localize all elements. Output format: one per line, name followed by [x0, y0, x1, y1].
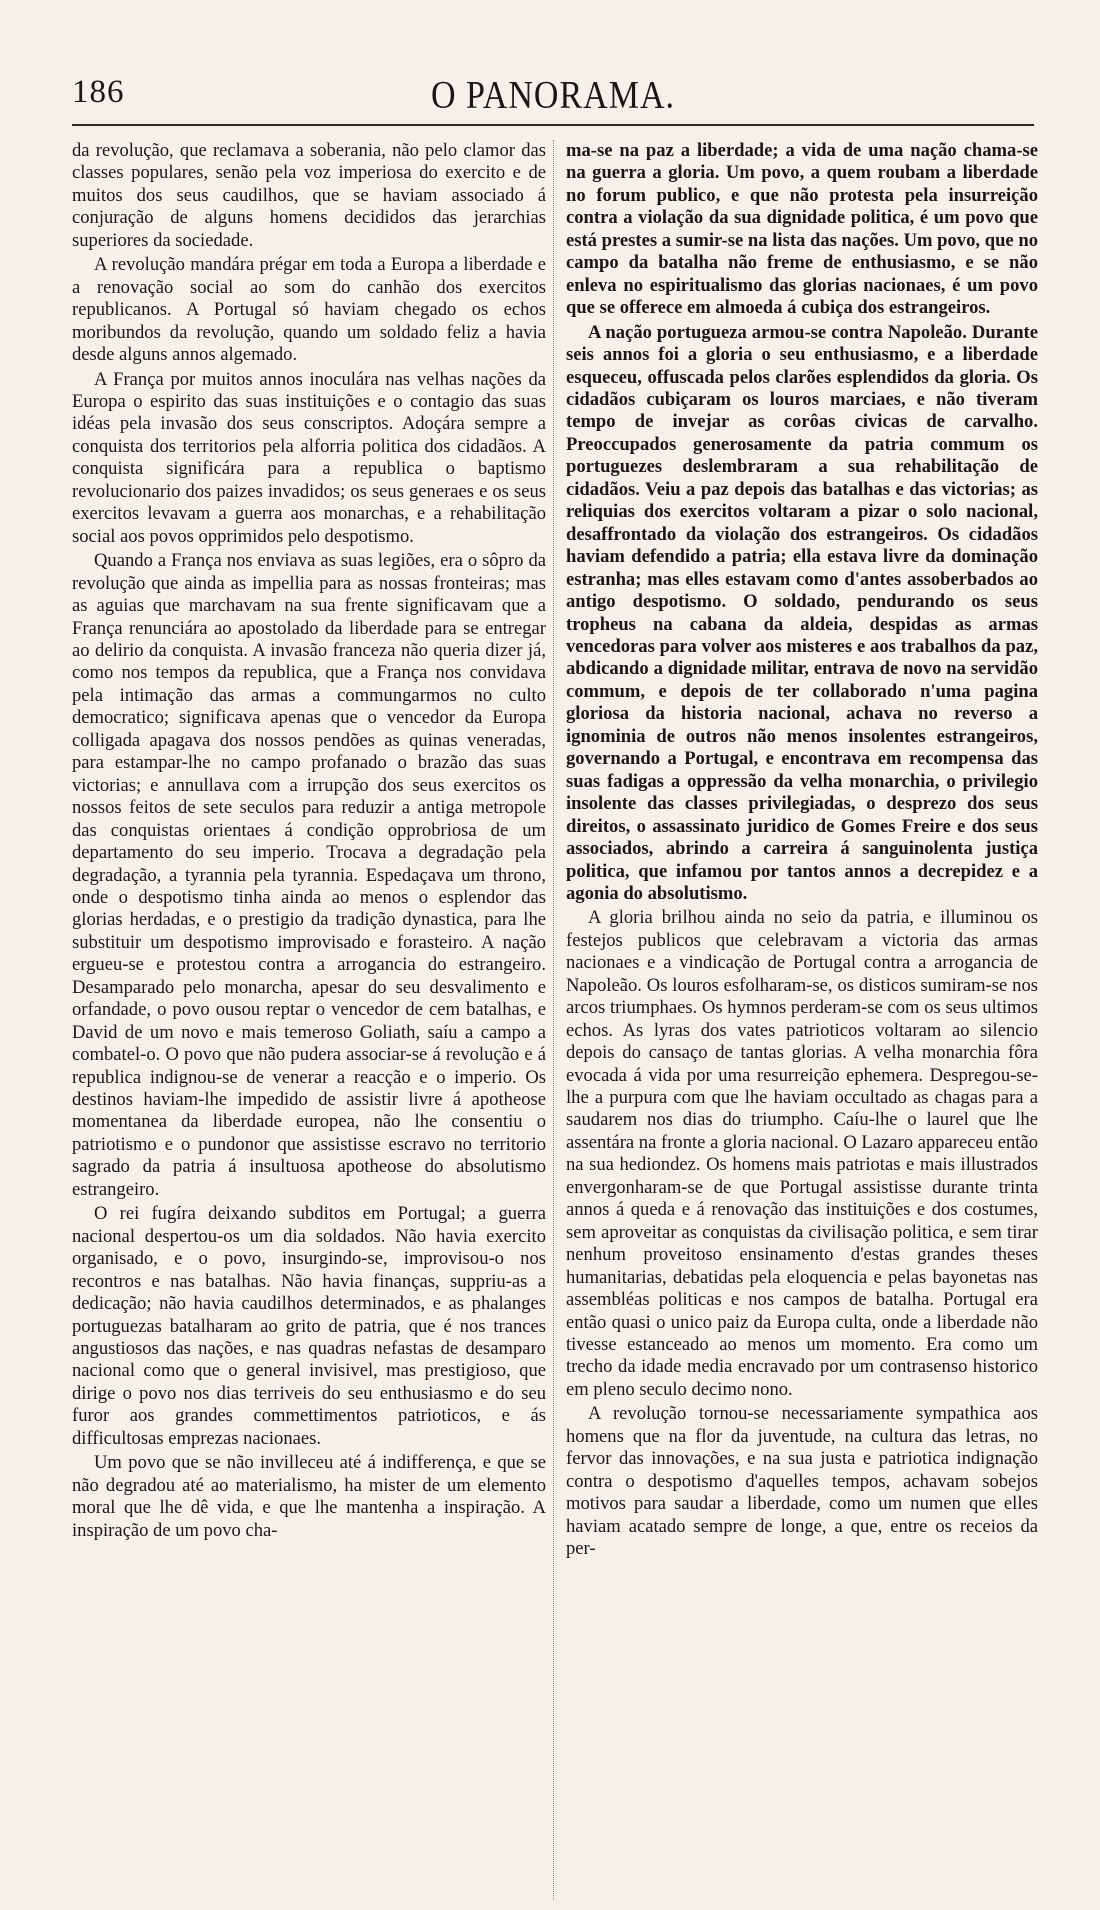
- page-header: [72, 74, 1034, 130]
- paragraph: A nação portugueza armou-se contra Napoleão. Durante seis annos foi a gloria o seu enthusiasmo, e a liberdade esqueceu, offuscada pelos clarões esplendidos da gloria. Os cidadãos cubiçaram os louros marciaes, e não tiveram tempo de invejar as corôas civicas de carvalho. Preoccupados generosamente da patria commum os portuguezes deslembraram a sua rehabilitação de cidadãos. Veiu a paz depois das batalhas e das victorias; as reliquias dos exercitos voltaram a pizar o solo nacional, desaffrontado da violação dos estrangeiros. Os cidadãos haviam defendido a patria; ella estava livre da dominação estranha; mas elles estavam como d'antes assoberbados ao antigo despotismo. O soldado, pendurando os seus tropheus na cabana da aldeia, despidas as armas vencedoras para volver aos misteres e aos trabalhos da paz, abdicando a dignidade militar, entrava de novo na servidão commum, e depois de ter collaborado n'uma pagina gloriosa da historia nacional, achava no reverso a ignominia de outros não menos insolentes estrangeiros, governando a Portugal, e encontrava em recompensa das suas fadigas a oppressão da velha monarchia, o privilegio insolente das classes privilegiadas, o desprezo dos seus direitos, o assassinato juridico de Gomes Freire e dos seus associados, abrindo a carreira á sanguinolenta justiça politica, que infamou por tantos annos a decrepidez e a agonia do absolutismo.: [566, 321, 1038, 904]
- paragraph: A gloria brilhou ainda no seio da patria, e illuminou os festejos publicos que celebravam a victoria das armas nacionaes e a vindicação de Portugal contra a arrogancia de Napoleão. Os louros esfolharam-se, os disticos sumiram-se nos arcos triumphaes. Os hymnos perderam-se com os seus ultimos echos. As lyras dos vates patrioticos voltaram ao silencio depois do cansaço de tantas glorias. A velha monarchia fôra evocada á vida por uma resurreição ephemera. Despregou-se-lhe a purpura com que lhe haviam occultado as chagas para a saudarem nos dias do triumpho. Caíu-lhe o laurel que lhe assentára na fronte a gloria nacional. O Lazaro appareceu então na sua hediondez. Os homens mais patriotas e mais illustrados envergonharam-se de que Portugal assistisse durante trinta annos á queda e á renovação das instituições e dos costumes, sem aproveitar as conquistas da civilisação politica, e sem tirar nenhum proveitoso ensinamento d'estas grandes theses humanitarias, debatidas pela eloquencia e pelas bayonetas nas assembléas politicas e nos campos de batalha. Portugal era então quasi o unico paiz da Europa culta, onde a liberdade não tivesse estanceado ao menos um momento. Era como um trecho da idade media encravado por um contrasenso historico em pleno seculo decimo nono.: [566, 907, 1038, 1400]
- paragraph: A revolução tornou-se necessariamente sympathica aos homens que na flor da juventude, na cultura das letras, no fervor das innovações, e na sua justa e patriotica indignação contra o despotismo d'aquelles tempos, achavam sobejos motivos para saudar a liberdade, como um numen que elles haviam acatado sempre de longe, a que, entre os receios da per-: [566, 1403, 1038, 1560]
- paragraph: O rei fugíra deixando subditos em Portugal; a guerra nacional despertou-os um dia soldados. Não havia exercito organisado, e o povo, insurgindo-se, improvisou-o nos recontros e nas batalhas. Não havia finanças, suppriu-as a dedicação; não havia caudilhos determinados, e as phalanges portuguezas batalharam ao grito de patria, que é nos trances angustiosos das nações, e nas quadras nefastas de desamparo nacional como que o general invisivel, mas prestigioso, que dirige o povo nos dias terriveis do seu enthusiasmo e do seu furor aos grandes commettimentos patrioticos, e ás difficultosas emprezas nacionaes.: [72, 1203, 546, 1449]
- paragraph: da revolução, que reclamava a soberania, não pelo clamor das classes populares, senão pela voz imperiosa do exercito e de muitos dos seus caudilhos, que se haviam associado á conjuração de alguns homens decididos das jerarchias superiores da sociedade.: [72, 140, 546, 251]
- header-rule: [72, 124, 1034, 126]
- paragraph: A França por muitos annos inoculára nas velhas nações da Europa o espirito das suas instituições e o contagio das suas idéas pela invasão dos seus conscriptos. Adoçára sempre a conquista dos territorios pela alforria politica dos cidadãos. A conquista significára para a republica o baptismo revolucionario dos paizes invadidos; os seus generaes e os seus exercitos levavam a guerra aos monarchas, e a rehabilitação social aos povos opprimidos pelo despotismo.: [72, 368, 546, 547]
- paragraph: A revolução mandára prégar em toda a Europa a liberdade e a renovação social ao som do canhão dos exercitos republicanos. A Portugal só haviam chegado os echos moribundos da revolução, quando um soldado feliz a havia desde alguns annos algemado.: [72, 254, 546, 366]
- right-column: [566, 140, 1038, 1561]
- left-column: [72, 140, 546, 1542]
- page-number: 186: [72, 74, 125, 110]
- paragraph: Quando a França nos enviava as suas legiões, era o sôpro da revolução que ainda as impellia para as nossas fronteiras; mas as aguias que marchavam na sua frente significavam que a França renunciára ao apostolado da liberdade para se entregar ao delirio da conquista. A invasão franceza não queria dizer já, como nos tempos da republica, que a França nos convidava pela intimação das armas a commungarmos no culto democratico; significava apenas que o vencedor da Europa colligada apagava dos nossos pendões as quinas veneradas, para estampar-lhe no campo profanado o brazão das suas victorias; e annullava com a irrupção dos seus exercitos os nossos feitos de sete seculos para reduzir a antiga metropole das conquistas orientaes á condição opprobriosa de um departamento do seu imperio. Trocava a degradação pela degradação, a tyrannia pela tyrannia. Espedaçava um throno, onde o despotismo tinha ainda ao menos o esplendor das glorias herdadas, e o prestigio da tradição dynastica, para lhe substituir um despotismo improvisado e forasteiro. A nação ergueu-se e protestou contra a arrogancia do estrangeiro. Desamparado pelo monarcha, apesar do seu desvalimento e orfandade, o povo ousou reptar o vencedor de cem batalhas, e David de um novo e mais temeroso Goliath, saíu a campo a combatel-o. O povo que não pudera associar-se á revolução e á republica indignou-se de venerar a reacção e o imperio. Os destinos haviam-lhe impedido de assistir livre á apotheose momentanea da liberdade europea, não lhe consentiu o patriotismo e o pundonor que assistisse escravo no territorio sagrado da patria á insultuosa apotheose do absolutismo estrangeiro.: [72, 550, 546, 1200]
- column-divider: [553, 140, 554, 1900]
- running-title: O PANORAMA.: [430, 74, 676, 117]
- paragraph: Um povo que se não invilleceu até á indifferença, e que se não degradou até ao materialismo, ha mister de um elemento moral que lhe dê vida, e que lhe mantenha a inspiração. A inspiração de um povo cha-: [72, 1452, 546, 1541]
- paragraph: ma-se na paz a liberdade; a vida de uma nação chama-se na guerra a gloria. Um povo, a quem roubam a liberdade no forum publico, e que não protesta pela insurreição contra a violação da sua dignidade politica, é um povo que está prestes a sumir-se na lista das nações. Um povo, que no campo da batalha não freme de enthusiasmo, e se não enleva no espiritualismo das glorias nacionaes, é um povo que se offerece em almoeda á cubiça dos estrangeiros.: [566, 140, 1038, 319]
